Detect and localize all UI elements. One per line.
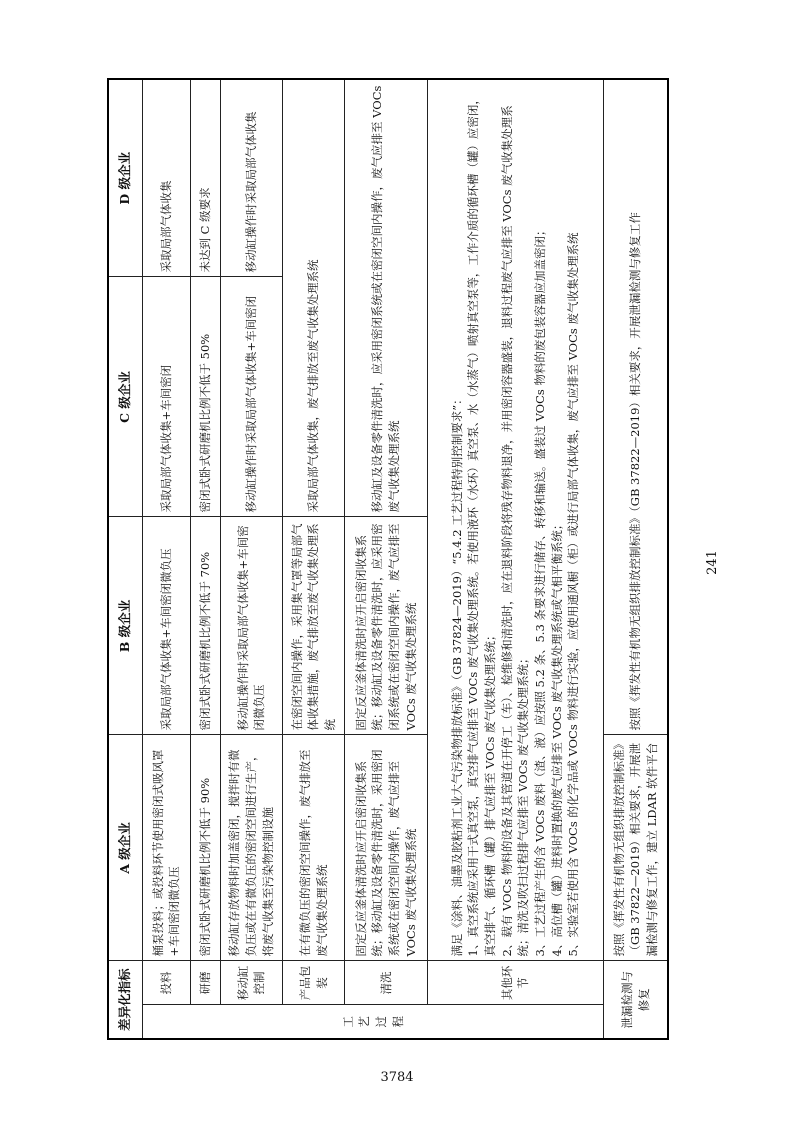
group-label-text: 工艺过程 [340, 1016, 405, 1028]
cell-yidong-d: 移动缸操作时采取局部气体收集 [220, 79, 282, 277]
rotated-table-sheet [107, 80, 669, 1040]
row-qingxi [345, 79, 427, 1039]
header-b: B 级企业 [108, 517, 142, 735]
qita-line-0: 满足《涂料、油墨及胶粘剂工业大气污染物排放标准》（GB 37824—2019）“5.4.2 工艺过程特别控制要求”： [449, 393, 464, 957]
row-yanmo [190, 79, 220, 1039]
row-yidong [220, 79, 282, 1039]
cell-yanmo-d: 未达到 C 级要求 [190, 79, 220, 277]
cell-yanmo-c: 密闭式卧式研磨机比例不低于 50% [190, 277, 220, 517]
qita-line-3: 3、工艺过程产生的含 VOCs 废料（渣、液）应按照 5.2 条、5.3 条要求进行储存、转移和输送。盛装过 VOCs 物料的废包装容器应加盖密闭； [533, 224, 548, 957]
qita-line-5: 5、实验室若使用含 VOCs 的化学品或 VOCs 物料进行实验，应使用通风橱（柜）或进行局部气体收集，废气应排至 VOCs 废气收集处理系统 [566, 232, 581, 957]
cell-yanmo-a: 密闭式卧式研磨机比例不低于 90% [190, 735, 220, 961]
cell-qingxi-a: 固定反应釜体清洗时应开启密闭收集系统；移动缸及设备零件清洗时，采用密闭系统或在密闭空间内操作，废气应排至VOCs 废气收集处理系统 [345, 735, 427, 961]
header-diff: 差异化指标 [108, 961, 142, 1039]
cell-yidong-a: 移动缸存放物料时加盖密闭，搅拌时有微负压或在有微负压的密闭空间进行生产，将废气收集至污染物控制设施 [220, 735, 282, 961]
cell-xielou-bcd: 按照《挥发性有机物无组织排放控制标准》（GB 37822—2019）相关要求，开展泄漏检测与修复工作 [604, 79, 668, 735]
cell-touliao-d: 采取局部气体收集 [142, 79, 190, 277]
row-label-baozhuang: 产品包装 [283, 961, 345, 1005]
row-label-qita: 其他环节 [427, 961, 604, 1005]
cell-touliao-a: 桶泵投料；或投料环节使用密闭式吸风罩+车间密闭微负压 [142, 735, 190, 961]
row-label-touliao: 投料 [142, 961, 190, 1005]
cell-baozhuang-cd: 采取局部气体收集，废气排放至废气收集处理系统 [283, 79, 345, 517]
row-label-xielou: 泄漏检测与修复 [604, 961, 668, 1039]
header-a: A 级企业 [108, 735, 142, 961]
qita-line-2: 2、载有 VOCs 物料的设备及其管道在开停工（车）、检维修和清洗时，应在退料阶段将残存物料退净，并用密闭容器盛装，退料过程废气应排至 VOCs 废气收集处理系统；清洗及吹扫过程排气应排至 VOCs 废气收集处理系统； [499, 105, 531, 957]
cell-yidong-b: 移动缸操作时采取局部气体收集+车间密闭微负压 [220, 517, 282, 735]
header-c: C 级企业 [108, 277, 142, 517]
cell-touliao-b: 采取局部气体收集+车间密闭微负压 [142, 517, 190, 735]
row-label-yanmo: 研磨 [190, 961, 220, 1005]
cell-baozhuang-b: 在密闭空间内操作，采用集气罩等局部气体收集措施，废气排放至废气收集处理系统 [283, 517, 345, 735]
cell-yidong-c: 移动缸操作时采取局部气体收集+车间密闭 [220, 277, 282, 517]
cell-qingxi-cd: 移动缸及设备零件清洗时，应采用密闭系统或在密闭空间内操作，废气应排至 VOCs 废气收集处理系统 [345, 79, 427, 517]
qita-line-4: 4、高位槽（罐）进料时置换的废气应排至 VOCs 废气收集处理系统或气相平衡系统； [549, 518, 564, 957]
cell-xielou-a: 按照《挥发性有机物无组织排放控制标准》（GB 37822—2019）相关要求，开展泄漏检测与修复工作，建立 LDAR 软件平台 [604, 735, 668, 961]
header-d: D 级企业 [108, 79, 142, 277]
cell-touliao-c: 采取局部气体收集+车间密闭 [142, 277, 190, 517]
row-qita [427, 79, 604, 1039]
header-row [108, 79, 142, 1039]
row-baozhuang [283, 79, 345, 1039]
row-xielou [604, 79, 668, 1039]
bottom-page-number: 3784 [380, 1070, 414, 1085]
side-page-number: 241 [704, 550, 720, 575]
row-label-yidong: 移动缸控制 [220, 961, 282, 1005]
row-touliao [142, 79, 190, 1039]
row-label-qingxi: 清洗 [345, 961, 427, 1005]
diff-indicator-table [107, 78, 669, 1040]
cell-yanmo-b: 密闭式卧式研磨机比例不低于 70% [190, 517, 220, 735]
cell-qita-all [427, 79, 604, 961]
cell-qingxi-b: 固定反应釜体清洗时应开启密闭收集系统；移动缸及设备零件清洗时，应采用密闭系统或在密闭空间内操作，废气应排至 VOCs 废气收集处理系统 [345, 517, 427, 735]
qita-line-1: 1、真空系统应采用干式真空泵，真空排气应排至 VOCs 废气收集处理系统。若使用液环（水环）真空泵、水（水蒸气）喷射真空泵等，工作介质的循环槽（罐）应密闭，真空排气、循环槽（罐）排气应排至 VOCs 废气收集处理系统； [466, 93, 498, 957]
cell-baozhuang-a: 在有微负压的密闭空间操作，废气排放至废气收集处理系统 [283, 735, 345, 961]
group-label [142, 1005, 604, 1039]
